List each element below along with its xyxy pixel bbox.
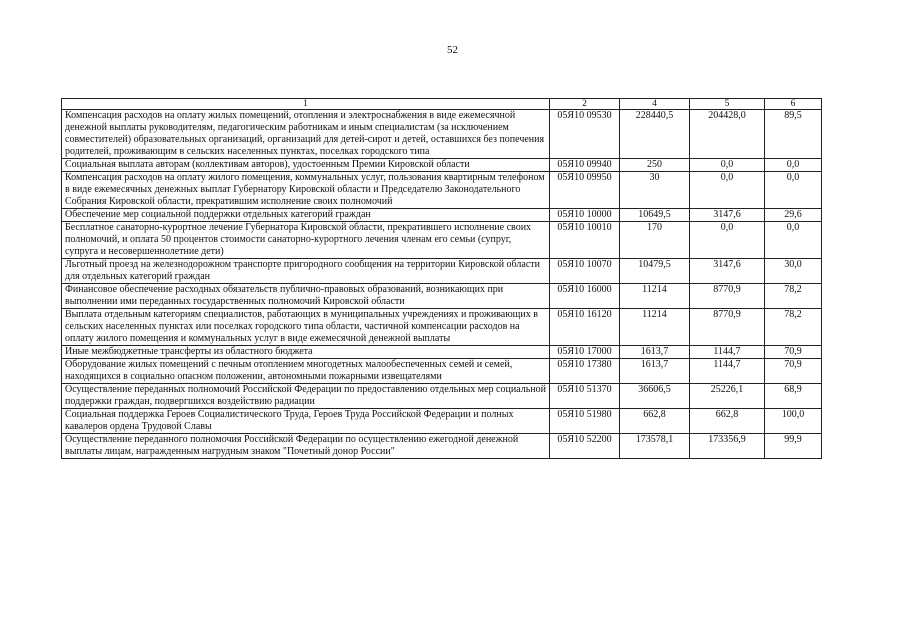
- row-value-col4-cell: 30: [620, 172, 690, 209]
- row-value-col5-cell: 204428,0: [690, 110, 765, 159]
- table-header-row: [62, 99, 822, 110]
- row-value-col4-cell: 1613,7: [620, 359, 690, 384]
- row-percent-cell: 78,2: [765, 309, 822, 346]
- row-value-col5-cell: 25226,1: [690, 384, 765, 409]
- table-row: [62, 259, 822, 284]
- row-percent-cell: 68,9: [765, 384, 822, 409]
- row-value-col4-cell: 170: [620, 222, 690, 259]
- table-row: [62, 222, 822, 259]
- row-value-col4-cell: 662,8: [620, 409, 690, 434]
- column-header: 4: [620, 99, 690, 110]
- row-percent-cell: 70,9: [765, 346, 822, 359]
- row-name-cell: Бесплатное санаторно-курортное лечение Губернатора Кировской области, прекратившего исполнение своих полномочий, и оплата 50 процентов стоимости санаторно-курортного лечения членам его семьи (супруг, супруга и несовершеннолетние дети): [62, 222, 550, 259]
- column-header: 5: [690, 99, 765, 110]
- row-code-cell: 05Я10 09940: [550, 159, 620, 172]
- row-value-col4-cell: 10479,5: [620, 259, 690, 284]
- row-code-cell: 05Я10 16000: [550, 284, 620, 309]
- table-row: [62, 359, 822, 384]
- row-percent-cell: 78,2: [765, 284, 822, 309]
- row-name-cell: Компенсация расходов на оплату жилого помещения, коммунальных услуг, пользования квартирным телефоном в виде ежемесячных денежных выплат Губернатору Кировской области и Председателю Законодательного Собрания Кировской области, прекратившим исполнение своих полномочий: [62, 172, 550, 209]
- row-code-cell: 05Я10 16120: [550, 309, 620, 346]
- row-value-col4-cell: 11214: [620, 309, 690, 346]
- table-row: [62, 346, 822, 359]
- row-value-col5-cell: 8770,9: [690, 284, 765, 309]
- row-percent-cell: 99,9: [765, 434, 822, 459]
- row-value-col5-cell: 3147,6: [690, 259, 765, 284]
- row-code-cell: 05Я10 10070: [550, 259, 620, 284]
- row-value-col5-cell: 173356,9: [690, 434, 765, 459]
- row-code-cell: 05Я10 17000: [550, 346, 620, 359]
- row-name-cell: Осуществление переданного полномочия Российской Федерации по осуществлению ежегодной денежной выплаты лицам, награжденным нагрудным знаком "Почетный донор России": [62, 434, 550, 459]
- row-name-cell: Социальная выплата авторам (коллективам авторов), удостоенным Премии Кировской области: [62, 159, 550, 172]
- row-code-cell: 05Я10 10000: [550, 209, 620, 222]
- row-name-cell: Обеспечение мер социальной поддержки отдельных категорий граждан: [62, 209, 550, 222]
- row-value-col5-cell: 8770,9: [690, 309, 765, 346]
- row-code-cell: 05Я10 09530: [550, 110, 620, 159]
- row-name-cell: Компенсация расходов на оплату жилых помещений, отопления и электроснабжения в виде ежемесячной денежной выплаты руководителям, педагогическим работникам и иным специалистам (за исключением совместителей) образовательных организаций, организаций для детей-сирот и детей, оставшихся без попечения родителей, проживающим в сельских населенных пунктах, поселках городского типа: [62, 110, 550, 159]
- table-row: [62, 110, 822, 159]
- row-value-col4-cell: 173578,1: [620, 434, 690, 459]
- row-value-col4-cell: 11214: [620, 284, 690, 309]
- row-percent-cell: 100,0: [765, 409, 822, 434]
- row-value-col5-cell: 0,0: [690, 172, 765, 209]
- table-body: [62, 110, 822, 459]
- table-row: [62, 309, 822, 346]
- row-value-col4-cell: 1613,7: [620, 346, 690, 359]
- column-header: 6: [765, 99, 822, 110]
- row-code-cell: 05Я10 51980: [550, 409, 620, 434]
- row-value-col5-cell: 0,0: [690, 159, 765, 172]
- row-name-cell: Социальная поддержка Героев Социалистического Труда, Героев Труда Российской Федерации и полных кавалеров ордена Трудовой Славы: [62, 409, 550, 434]
- table-row: [62, 434, 822, 459]
- row-percent-cell: 30,0: [765, 259, 822, 284]
- row-code-cell: 05Я10 10010: [550, 222, 620, 259]
- table-row: [62, 209, 822, 222]
- row-percent-cell: 29,6: [765, 209, 822, 222]
- row-value-col5-cell: 1144,7: [690, 359, 765, 384]
- row-code-cell: 05Я10 52200: [550, 434, 620, 459]
- row-percent-cell: 70,9: [765, 359, 822, 384]
- table-row: [62, 159, 822, 172]
- row-name-cell: Осуществление переданных полномочий Российской Федерации по предоставлению отдельных мер социальной поддержки граждан, подвергшихся воздействию радиации: [62, 384, 550, 409]
- row-code-cell: 05Я10 17380: [550, 359, 620, 384]
- row-value-col5-cell: 1144,7: [690, 346, 765, 359]
- table-row: [62, 172, 822, 209]
- row-percent-cell: 0,0: [765, 159, 822, 172]
- row-value-col5-cell: 662,8: [690, 409, 765, 434]
- row-name-cell: Оборудование жилых помещений с печным отоплением многодетных малообеспеченных семей и семей, находящихся в социально опасном положении, автономными пожарными извещателями: [62, 359, 550, 384]
- table-row: [62, 409, 822, 434]
- row-percent-cell: 89,5: [765, 110, 822, 159]
- row-value-col4-cell: 250: [620, 159, 690, 172]
- row-value-col4-cell: 228440,5: [620, 110, 690, 159]
- row-value-col4-cell: 36606,5: [620, 384, 690, 409]
- row-name-cell: Иные межбюджетные трансферты из областного бюджета: [62, 346, 550, 359]
- column-header: 1: [62, 99, 550, 110]
- row-name-cell: Льготный проезд на железнодорожном транспорте пригородного сообщения на территории Кировской области для отдельных категорий граждан: [62, 259, 550, 284]
- row-value-col5-cell: 3147,6: [690, 209, 765, 222]
- row-value-col5-cell: 0,0: [690, 222, 765, 259]
- row-percent-cell: 0,0: [765, 222, 822, 259]
- row-value-col4-cell: 10649,5: [620, 209, 690, 222]
- row-code-cell: 05Я10 51370: [550, 384, 620, 409]
- page-number: 52: [447, 44, 458, 56]
- table-row: [62, 284, 822, 309]
- row-percent-cell: 0,0: [765, 172, 822, 209]
- row-code-cell: 05Я10 09950: [550, 172, 620, 209]
- table-row: [62, 384, 822, 409]
- column-header: 2: [550, 99, 620, 110]
- row-name-cell: Финансовое обеспечение расходных обязательств публично-правовых образований, возникающих при выполнении ими переданных государственных полномочий Кировской области: [62, 284, 550, 309]
- budget-table: [61, 98, 822, 459]
- row-name-cell: Выплата отдельным категориям специалистов, работающих в муниципальных учреждениях и проживающих в сельских населенных пунктах или поселках городского типа области, частичной компенсации расходов на оплату жилого помещения и коммунальных услуг в виде ежемесячной денежной выплаты: [62, 309, 550, 346]
